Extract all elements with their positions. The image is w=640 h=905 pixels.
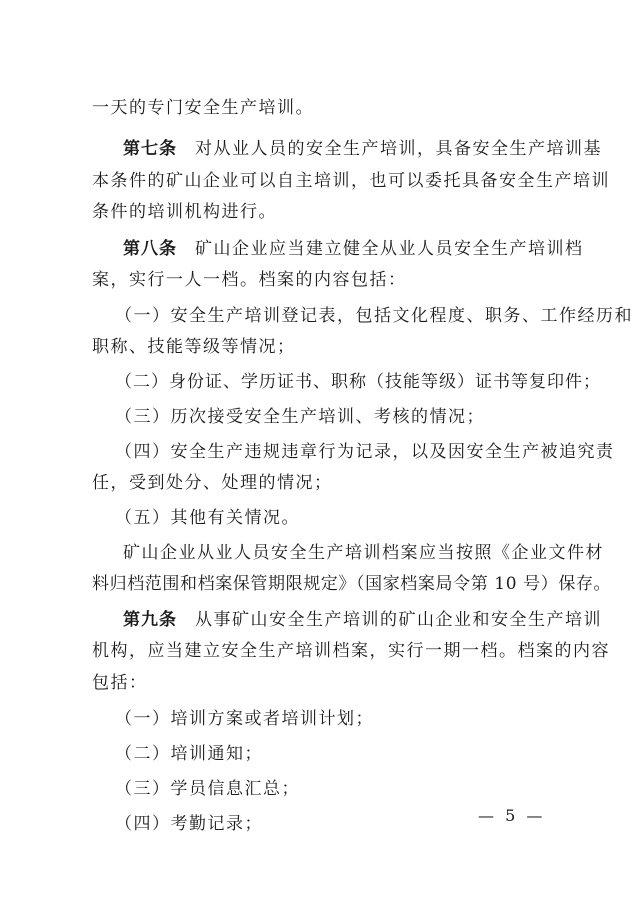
article-9-number: 第九条 <box>123 610 177 630</box>
paragraph-line: 职称、技能等级等情况； <box>92 337 296 357</box>
list-item: （二）培训通知； <box>115 744 263 764</box>
list-item: （五）其他有关情况。 <box>115 508 300 528</box>
article-9-line-1 <box>123 607 602 633</box>
paragraph-line: 包括： <box>92 673 148 693</box>
paragraph-line: 机构，应当建立安全生产培训档案，实行一期一档。档案的内容 <box>92 641 610 661</box>
article-8-line-1 <box>123 236 584 262</box>
page-number: — 5 — <box>478 806 546 825</box>
article-7-text: 对从业人员的安全生产培训，具备安全生产培训基 <box>195 139 602 159</box>
paragraph-line: 本条件的矿山企业可以自主培训，也可以委托具备安全生产培训 <box>92 171 610 191</box>
paragraph-line: 条件的培训机构进行。 <box>92 202 277 222</box>
list-item: （二）身份证、学历证书、职称（技能等级）证书等复印件； <box>115 372 601 392</box>
list-item: （四）考勤记录； <box>115 814 263 834</box>
article-8-text: 矿山企业应当建立健全从业人员安全生产培训档 <box>195 239 584 259</box>
list-item: （一）培训方案或者培训计划； <box>115 709 374 729</box>
article-8-number: 第八条 <box>123 239 177 259</box>
list-item: （四）安全生产违规违章行为记录，以及因安全生产被追究责 <box>115 442 615 462</box>
paragraph-line: 料归档范围和档案保管期限规定》（国家档案局令第 10 号）保存。 <box>92 574 612 594</box>
paragraph-line: 矿山企业从业人员安全生产培训档案应当按照《企业文件材 <box>123 543 604 563</box>
list-item: （三）学员信息汇总； <box>115 779 300 799</box>
paragraph-line: 任，受到处分、处理的情况； <box>92 473 333 493</box>
list-item: （三）历次接受安全生产培训、考核的情况； <box>115 407 485 427</box>
paragraph-line: 一天的专门安全生产培训。 <box>92 98 314 118</box>
paragraph-line: 案，实行一人一档。档案的内容包括： <box>92 270 407 290</box>
article-9-text: 从事矿山安全生产培训的矿山企业和安全生产培训 <box>195 610 602 630</box>
article-7-number: 第七条 <box>123 139 177 159</box>
article-7-line-1 <box>123 136 602 162</box>
list-item: （一）安全生产培训登记表，包括文化程度、职务、工作经历和 <box>115 306 633 326</box>
